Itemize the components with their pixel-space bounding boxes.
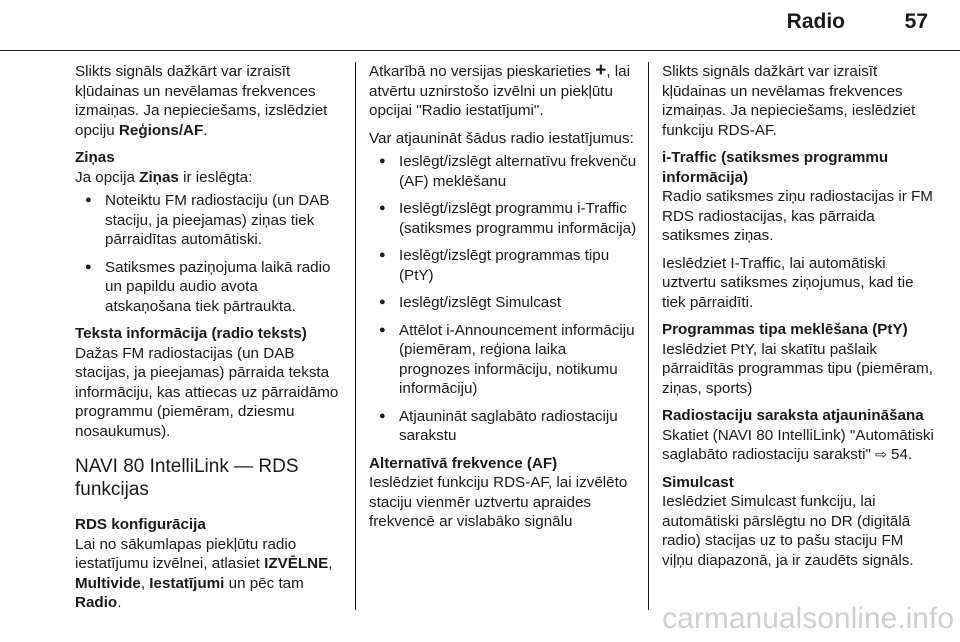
page-ref-icon: ⇨ (875, 446, 887, 462)
list-item: ● Attēlot i-Announcement informāciju (piemēram, reģiona laika prognozes informāciju, notikumu informāciju) (369, 321, 641, 399)
page-title: Radio (786, 10, 845, 33)
paragraph-itraffic: Radio satiksmes ziņu radiostacijas ir FM RDS radiostacijas, kas pārraida satiksmes ziņas. (662, 188, 933, 244)
list-item: ● Ieslēgt/izslēgt alternatīvu frekvenču (AF) meklēšanu (369, 152, 641, 191)
list-item: ● Ieslēgt/izslēgt programmu i-Traffic (satiksmes programmu informācija) (369, 199, 641, 238)
column-3 (662, 62, 934, 578)
zinas-bullet-list (75, 191, 347, 316)
section-station-list (662, 406, 934, 465)
column-divider-1 (355, 62, 356, 610)
section-heading-station-list: Radiostaciju saraksta atjaunināšana (662, 407, 924, 424)
section-heading-teksta: Teksta informācija (radio teksts) (75, 325, 307, 342)
section-heading-af: Alternatīvā frekvence (AF) (369, 454, 558, 472)
paragraph-plus-menu: Atkarībā no versijas pieskarieties +, lai atvērtu uznirstošo izvēlni un piekļūtu opcijai "Radio iestatījumi". (369, 60, 630, 119)
section-af (369, 454, 641, 532)
list-item: ● Atjaunināt saglabāto radiostaciju sarakstu (369, 407, 641, 446)
list-item: ● Noteiktu FM radiostaciju (un DAB staciju, ja pieejamas) ziņas tiek pārraidītas automātiski. (75, 191, 347, 250)
section-simulcast (662, 473, 934, 571)
page-header (0, 0, 960, 50)
section-heading-pty: Programmas tipa meklēšana (PtY) (662, 321, 908, 338)
page-number: 57 (904, 10, 928, 33)
list-item: ● Ieslēgt/izslēgt Simulcast (369, 293, 641, 313)
page-ref-link[interactable]: 54. (886, 446, 913, 463)
paragraph-teksta: Dažas FM radiostacijas (un DAB stacijas, ja pieejamas) pārraida teksta informāciju, kas attiecas uz pārraidāmo programmu (piemēram, dziesmu nosaukumus). (75, 344, 339, 440)
paragraph-af: Ieslēdziet funkciju RDS-AF, lai izvēlēto staciju vienmēr uztvertu apraides frekvencē ar vislabāko signālu (369, 474, 628, 530)
section-pty (662, 320, 934, 398)
watermark: carmanualsonline.info (662, 602, 954, 635)
section-itraffic (662, 148, 934, 312)
heading-navi-80: NAVI 80 IntelliLink — RDS funkcijas (75, 456, 299, 500)
plus-icon: + (595, 60, 607, 81)
paragraph-itraffic-2: Ieslēdziet I-Traffic, lai automātiski uztvertu satiksmes ziņojumus, kad tie tiek pārraidīti. (662, 254, 914, 311)
section-teksta (75, 324, 347, 441)
column-divider-2 (648, 62, 649, 610)
section-heading-simulcast: Simulcast (662, 473, 734, 491)
menu-path-iestatijumi: Iestatījumi (149, 574, 225, 592)
menu-path-izvelne: IZVĒLNE (264, 555, 329, 572)
paragraph-station-list: Skatiet (NAVI 80 IntelliLink) "Automātiski saglabāto radiostaciju saraksti" ⇨ 54. (662, 426, 934, 463)
option-regions-af: Reģions/AF (118, 121, 204, 139)
settings-bullet-list (369, 152, 641, 446)
paragraph-weak-signal: Slikts signāls dažkārt var izraisīt kļūdainas un nevēlamas frekvences izmaiņas. Ja nepieciešams, izslēdziet opciju Reģions/AF. (75, 63, 328, 139)
paragraph-settings-intro: Var atjaunināt šādus radio iestatījumus: (369, 129, 634, 147)
section-heading-itraffic: i-Traffic (satiksmes programmu informācija) (662, 149, 889, 186)
menu-path-radio: Radio (75, 594, 118, 611)
paragraph-simulcast: Ieslēdziet Simulcast funkciju, lai automātiski pārslēgtu no DR (digitālā radio) stacijas uz to pašu staciju FM viļņu diapazonā, ja ir zaudēts signāls. (662, 493, 914, 569)
list-item: ● Satiksmes paziņojuma laikā radio un papildu audio avota atskaņošana tiek pārtraukta. (75, 258, 347, 317)
section-heading-rds: RDS konfigurācija (75, 516, 206, 533)
paragraph-pty: Ieslēdziet PtY, lai skatītu pašlaik pārraidītās programmas tipu (piemēram, ziņas, sports) (662, 340, 933, 397)
list-item: ● Ieslēgt/izslēgt programmas tipu (PtY) (369, 246, 641, 285)
paragraph-rds-af: Slikts signāls dažkārt var izraisīt kļūdainas un nevēlamas frekvences izmaiņas. Ja nepieciešams, ieslēdziet funkciju RDS-AF. (662, 63, 916, 139)
menu-path-multivide: Multivide (75, 574, 141, 592)
section-heading-zinas: Ziņas (75, 149, 115, 166)
section-zinas: Ziņas Ja opcija Ziņas ir ieslēgta: ● Noteiktu FM radiostaciju (un DAB staciju, ja pieejamas) ziņas tiek pārraidītas automātiski. ● Satiksmes paziņojuma laikā radio un papildu audio avota atskaņošana tiek pārtraukta. (75, 148, 347, 316)
header-divider (0, 50, 960, 51)
column-1 (75, 62, 347, 613)
column-2 (369, 62, 641, 532)
section-rds-config: RDS konfigurācija Lai no sākumlapas piekļūtu radio iestatījumu izvēlnei, atlasiet IZVĒLNE, Multivide, Iestatījumi un pēc tam Radio. (75, 515, 347, 613)
